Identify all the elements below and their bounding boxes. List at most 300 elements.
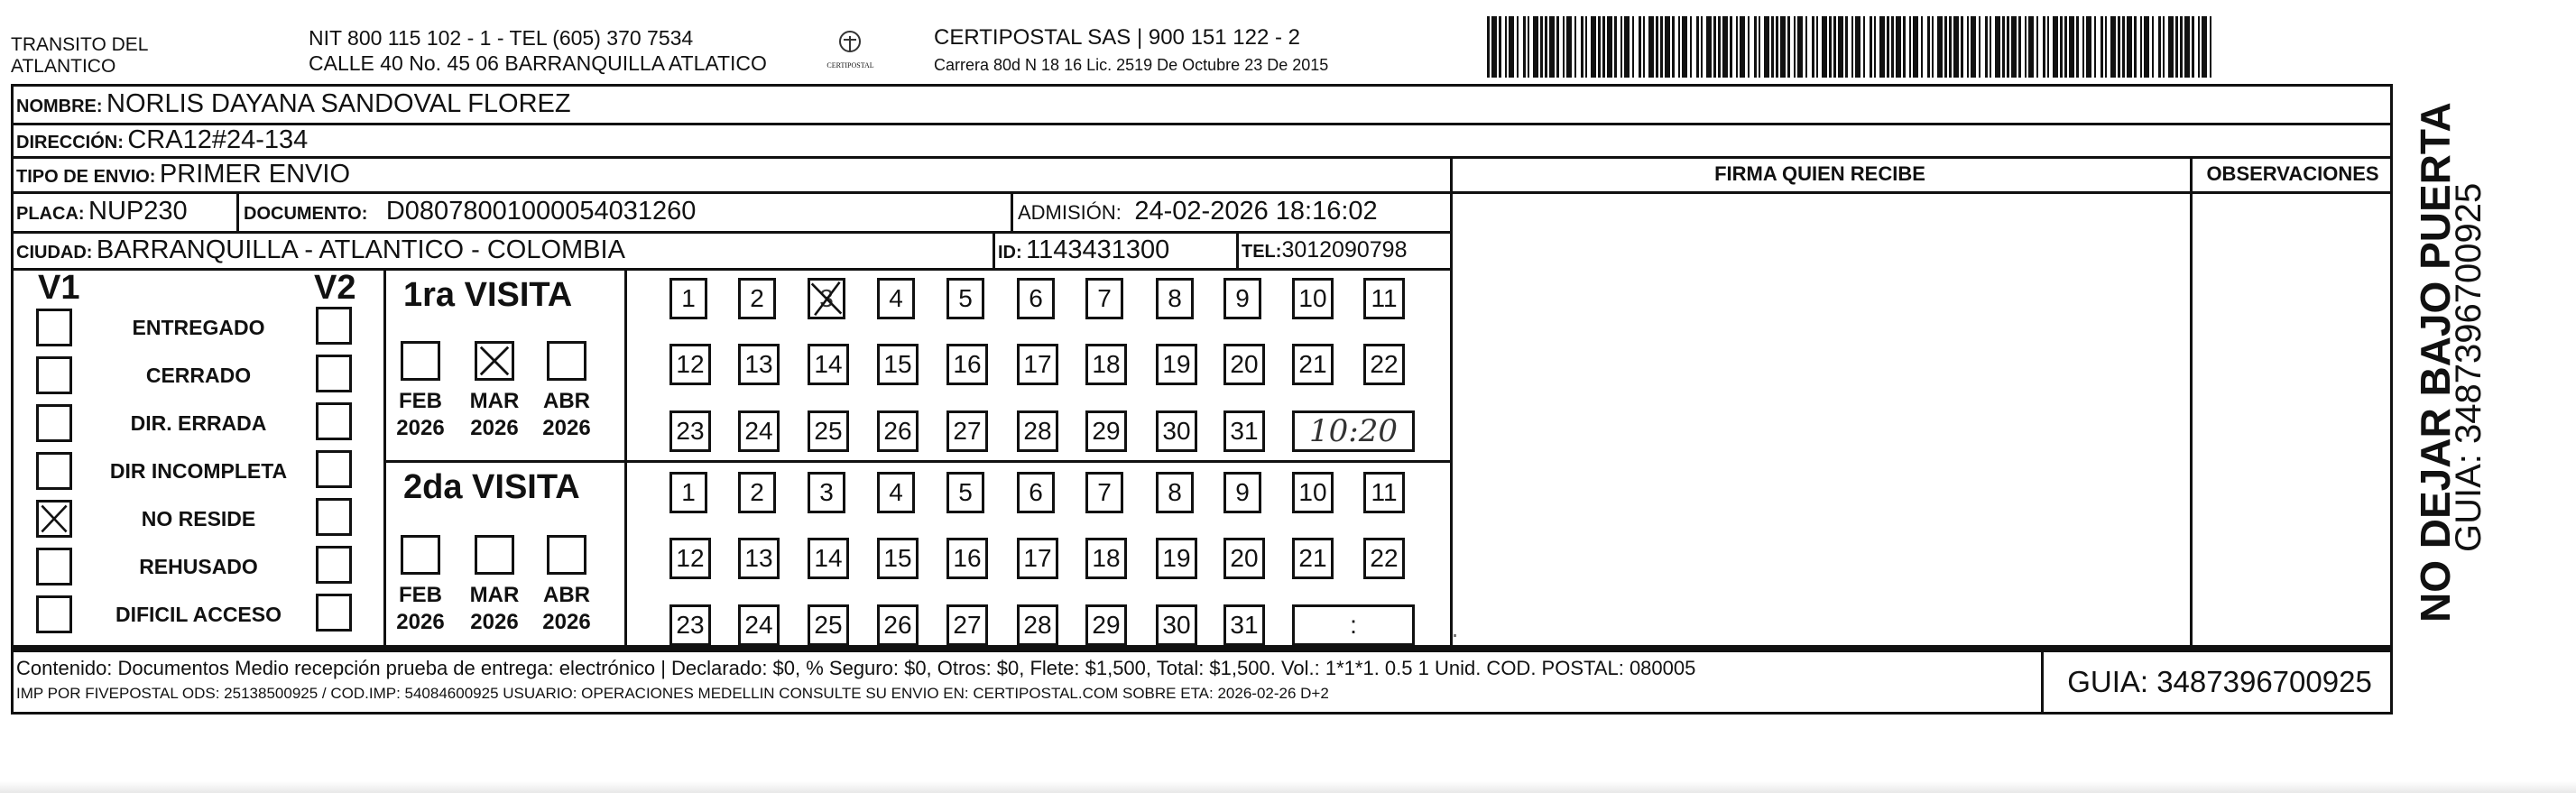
day-number: 7 — [1097, 478, 1112, 506]
visit1-day-19[interactable] — [1156, 344, 1197, 385]
stray-mark — [1454, 634, 1456, 637]
day-number: 16 — [953, 544, 982, 572]
visit2-day-29[interactable] — [1085, 604, 1127, 646]
day-number: 26 — [883, 417, 912, 445]
barcode-bar — [2122, 16, 2125, 78]
barcode-bar — [1967, 16, 1969, 78]
visit2-month-checkbox-mar[interactable] — [475, 535, 514, 575]
barcode-bar — [2028, 16, 2034, 78]
barcode-bar — [2105, 16, 2107, 78]
visit1-day-15[interactable] — [877, 344, 919, 385]
barcode-bar — [2036, 16, 2038, 78]
barcode-bar — [1927, 16, 1930, 78]
day-number: 15 — [883, 544, 912, 572]
day-number: 22 — [1370, 350, 1399, 378]
imp-line: IMP POR FIVEPOSTAL ODS: 25138500925 / COD.IMP: 54084600925 USUARIO: OPERACIONES MEDELLIN CONSULTE SU ENVIO EN: CERTIPOSTAL.COM SOBRE ETA: 2026-02-26 D+2 — [16, 685, 1329, 702]
barcode-bar — [2076, 16, 2079, 78]
visit1-day-16[interactable] — [946, 344, 988, 385]
barcode-bar — [1759, 16, 1760, 78]
divider — [236, 191, 239, 231]
barcode-bar — [2202, 16, 2207, 78]
id-cell — [998, 235, 1169, 265]
day-number: 24 — [744, 611, 773, 639]
ciudad-value: BARRANQUILLA - ATLANTICO - COLOMBIA — [96, 235, 625, 264]
visit1-day-7[interactable] — [1085, 278, 1123, 319]
placa-value: NUP230 — [88, 197, 188, 226]
barcode-bar — [2064, 16, 2067, 78]
company-info — [309, 27, 767, 74]
visit1-day-28[interactable] — [1017, 410, 1058, 452]
company-line2: ATLANTICO — [11, 56, 116, 77]
visit1-day-22[interactable] — [1363, 344, 1405, 385]
visit1-day-20[interactable] — [1223, 344, 1265, 385]
visit1-day-25[interactable] — [808, 410, 849, 452]
divider — [383, 268, 386, 650]
barcode-bar — [1566, 16, 1572, 78]
tipo-envio-label: TIPO DE ENVIO: — [16, 167, 156, 187]
visit2-day-6[interactable] — [1017, 472, 1055, 513]
day-number: 30 — [1162, 611, 1191, 639]
nombre-row — [16, 89, 571, 119]
visit2-day-1[interactable] — [669, 472, 707, 513]
day-number: 20 — [1230, 544, 1259, 572]
day-number: 13 — [744, 544, 773, 572]
barcode-bar — [1903, 16, 1906, 78]
status-label: DIR INCOMPLETA — [109, 459, 288, 483]
barcode — [1487, 16, 2220, 78]
status-label: DIR. ERRADA — [130, 411, 267, 435]
visit2-day-15[interactable] — [877, 538, 919, 579]
visit2-day-18[interactable] — [1085, 538, 1127, 579]
barcode-bar — [1776, 16, 1778, 78]
visit1-month-checkbox-mar[interactable] — [475, 341, 514, 381]
nombre-value: NORLIS DAYANA SANDOVAL FLOREZ — [106, 89, 571, 118]
day-number: 21 — [1298, 544, 1327, 572]
company-line1: TRANSITO DEL — [11, 34, 149, 55]
visit1-day-10[interactable] — [1292, 278, 1334, 319]
day-number: 6 — [1029, 478, 1043, 506]
month-year: 2026 — [542, 416, 591, 440]
barcode-bar — [1961, 16, 1963, 78]
v2-checkbox-entregado[interactable] — [316, 307, 352, 345]
barcode-bar — [2140, 16, 2142, 78]
barcode-bar — [2144, 16, 2149, 78]
divider — [11, 231, 1450, 234]
visit1-time-box[interactable] — [1292, 410, 1415, 452]
visit2-day-16[interactable] — [946, 538, 988, 579]
barcode-bar — [1863, 16, 1865, 78]
day-number: 2 — [750, 284, 764, 312]
license-line: Carrera 80d N 18 16 Lic. 2519 De Octubre 23 De 2015 — [934, 56, 1329, 74]
barcode-bar — [1851, 16, 1853, 78]
visit2-day-3[interactable] — [808, 472, 845, 513]
visit2-day-17[interactable] — [1017, 538, 1058, 579]
visit2-day-28[interactable] — [1017, 604, 1058, 646]
barcode-bar — [1748, 16, 1750, 78]
barcode-bar — [1660, 16, 1663, 78]
visit1-month-label — [389, 388, 452, 442]
barcode-bar — [2069, 16, 2074, 78]
month-name: MAR — [469, 583, 520, 607]
day-number: 21 — [1298, 350, 1327, 378]
barcode-bar — [1937, 16, 1943, 78]
visit2-day-27[interactable] — [946, 604, 988, 646]
day-number: 24 — [744, 417, 773, 445]
barcode-bar — [1870, 16, 1872, 78]
barcode-bar — [1678, 16, 1680, 78]
visit2-month-label — [463, 582, 526, 636]
nombre-label: NOMBRE: — [16, 97, 103, 116]
divider — [11, 156, 2393, 159]
visit2-day-9[interactable] — [1223, 472, 1261, 513]
visit2-day-2[interactable] — [738, 472, 776, 513]
day-number: 5 — [958, 478, 973, 506]
barcode-bar — [1690, 16, 1692, 78]
day-number: 22 — [1370, 544, 1399, 572]
month-name: MAR — [469, 389, 520, 413]
divider — [993, 231, 995, 268]
divider — [624, 268, 627, 650]
observaciones-label: OBSERVACIONES — [2206, 162, 2379, 185]
visit2-day-31[interactable] — [1223, 604, 1265, 646]
v2-checkbox-no-reside[interactable] — [316, 498, 352, 536]
barcode-bar — [1797, 16, 1803, 78]
divider — [1450, 156, 1453, 650]
day-number: 30 — [1162, 417, 1191, 445]
barcode-bar — [1855, 16, 1860, 78]
visit2-day-14[interactable] — [808, 538, 849, 579]
id-value: 1143431300 — [1026, 235, 1170, 264]
day-number: 9 — [1235, 478, 1250, 506]
barcode-bar — [1545, 16, 1547, 78]
divider — [1011, 191, 1013, 231]
day-number: 12 — [676, 544, 705, 572]
visit1-day-31[interactable] — [1223, 410, 1265, 452]
visit1-day-26[interactable] — [877, 410, 919, 452]
v1-checkbox-dir-incompleta[interactable] — [36, 452, 72, 490]
barcode-bar — [2002, 16, 2005, 78]
barcode-bar — [2101, 16, 2103, 78]
visit1-title: 1ra VISITA — [403, 276, 573, 314]
company-name — [11, 34, 148, 78]
v1-checkbox-no-reside[interactable] — [36, 500, 72, 538]
barcode-bar — [1971, 16, 1976, 78]
barcode-bar — [1701, 16, 1703, 78]
day-number: 25 — [814, 417, 843, 445]
status-label: ENTREGADO — [132, 316, 265, 339]
v2-checkbox-dir-incompleta[interactable] — [316, 450, 352, 488]
day-number: 29 — [1092, 417, 1121, 445]
barcode-bar — [1499, 16, 1501, 78]
day-number: 7 — [1097, 284, 1112, 312]
visit1-day-30[interactable] — [1156, 410, 1197, 452]
barcode-bar — [1598, 16, 1601, 78]
visit2-day-21[interactable] — [1292, 538, 1334, 579]
day-number: 12 — [676, 350, 705, 378]
v2-checkbox-rehusado[interactable] — [316, 546, 352, 584]
day-number: 14 — [814, 544, 843, 572]
no-dejar-warning: NO DEJAR BAJO PUERTA — [2412, 102, 2459, 622]
carrier-line: CERTIPOSTAL SAS | 900 151 122 - 2 — [934, 25, 1300, 50]
barcode-bar — [2127, 16, 2132, 78]
barcode-bar — [1602, 16, 1605, 78]
visit2-day-8[interactable] — [1156, 472, 1194, 513]
visit1-day-2[interactable] — [738, 278, 776, 319]
visit2-day-4[interactable] — [877, 472, 915, 513]
visit2-day-25[interactable] — [808, 604, 849, 646]
barcode-bar — [1672, 16, 1675, 78]
barcode-bar — [1833, 16, 1836, 78]
contenido-line: Contenido: Documentos Medio recepción prueba de entrega: electrónico | Declarado: $0, % Seguro: $0, Otros: $0, Flete: $1,500, Total: $1,500. Vol.: 1*1*1. 0.5 1 Unid. COD. POSTAL: 080005 — [16, 657, 1696, 679]
visit2-day-11[interactable] — [1363, 472, 1405, 513]
visit1-day-4[interactable] — [877, 278, 915, 319]
visit1-day-1[interactable] — [669, 278, 707, 319]
visit1-day-12[interactable] — [669, 344, 711, 385]
day-number: 19 — [1162, 350, 1191, 378]
month-year: 2026 — [470, 610, 519, 634]
barcode-bar — [1879, 16, 1885, 78]
day-number: 23 — [676, 611, 705, 639]
barcode-bar — [1643, 16, 1645, 78]
visit1-day-11[interactable] — [1363, 278, 1405, 319]
month-year: 2026 — [542, 610, 591, 634]
divider — [11, 268, 1450, 271]
tel-label: TEL: — [1242, 242, 1282, 262]
barcode-bar — [1706, 16, 1712, 78]
barcode-bar — [1517, 16, 1519, 78]
visit2-time-box[interactable] — [1292, 604, 1415, 646]
admision-cell — [1018, 197, 1378, 226]
status-label: DIFICIL ACCESO — [115, 603, 282, 626]
admision-value: 24-02-2026 18:16:02 — [1134, 197, 1378, 226]
documento-cell — [244, 197, 696, 226]
visit2-day-20[interactable] — [1223, 538, 1265, 579]
admision-label: ADMISIÓN: — [1018, 201, 1122, 224]
nit-line: NIT 800 115 102 - 1 - TEL (605) 370 7534 — [309, 26, 694, 50]
month-name: ABR — [543, 389, 590, 413]
visit2-month-label — [389, 582, 452, 636]
visit2-day-30[interactable] — [1156, 604, 1197, 646]
barcode-bar — [1754, 16, 1757, 78]
visit1-day-17[interactable] — [1017, 344, 1058, 385]
barcode-bar — [1822, 16, 1827, 78]
day-number: 29 — [1092, 611, 1121, 639]
day-number: 4 — [889, 284, 903, 312]
v2-label: V2 — [314, 269, 356, 307]
footer-frame — [11, 648, 2393, 715]
visit1-month-checkbox-feb[interactable] — [401, 341, 440, 381]
barcode-bar — [1624, 16, 1630, 78]
visit2-day-13[interactable] — [738, 538, 780, 579]
firma-header — [1450, 162, 2190, 186]
tel-cell — [1242, 237, 1407, 263]
barcode-bar — [1816, 16, 1818, 78]
day-number: 8 — [1168, 284, 1182, 312]
status-label: REHUSADO — [139, 555, 258, 578]
barcode-bar — [1780, 16, 1786, 78]
barcode-bar — [1722, 16, 1728, 78]
day-number: 19 — [1162, 544, 1191, 572]
barcode-bar — [1509, 16, 1514, 78]
documento-label: DOCUMENTO: — [244, 204, 368, 224]
visit1-day-27[interactable] — [946, 410, 988, 452]
visit1-day-13[interactable] — [738, 344, 780, 385]
barcode-bar — [1764, 16, 1769, 78]
direccion-row — [16, 125, 308, 155]
month-name: FEB — [399, 389, 442, 413]
day-number: 8 — [1168, 478, 1182, 506]
day-number: 18 — [1092, 350, 1121, 378]
barcode-bar — [1533, 16, 1538, 78]
barcode-bar — [1730, 16, 1732, 78]
day-number: 1 — [681, 478, 696, 506]
barcode-bar — [1953, 16, 1959, 78]
barcode-bar — [1487, 16, 1490, 78]
barcode-bar — [2180, 16, 2183, 78]
barcode-bar — [1771, 16, 1774, 78]
visit2-day-19[interactable] — [1156, 538, 1197, 579]
day-number: 28 — [1023, 611, 1052, 639]
barcode-bar — [1794, 16, 1796, 78]
barcode-bar — [2018, 16, 2021, 78]
barcode-bar — [1736, 16, 1738, 78]
barcode-bar — [1556, 16, 1559, 78]
id-label: ID: — [998, 243, 1022, 263]
barcode-bar — [1574, 16, 1576, 78]
visit1-day-18[interactable] — [1085, 344, 1127, 385]
barcode-bar — [1812, 16, 1814, 78]
tipo-envio-row — [16, 160, 350, 189]
barcode-bar — [2198, 16, 2200, 78]
day-number: 3 — [819, 284, 834, 312]
barcode-bar — [1909, 16, 1911, 78]
barcode-bar — [2094, 16, 2096, 78]
observaciones-header — [2193, 162, 2393, 186]
visit1-day-21[interactable] — [1292, 344, 1334, 385]
divider — [2190, 156, 2193, 650]
barcode-bar — [1614, 16, 1617, 78]
barcode-bar — [1591, 16, 1596, 78]
v1-checkbox-entregado[interactable] — [36, 309, 72, 346]
day-number: 9 — [1235, 284, 1250, 312]
direccion-value: CRA12#24-134 — [127, 125, 309, 154]
tipo-envio-value: PRIMER ENVIO — [159, 160, 351, 189]
month-name: ABR — [543, 583, 590, 607]
visit1-day-23[interactable] — [669, 410, 711, 452]
barcode-bar — [1696, 16, 1699, 78]
barcode-bar — [1491, 16, 1497, 78]
barcode-bar — [2047, 16, 2049, 78]
day-number: 20 — [1230, 350, 1259, 378]
status-label: NO RESIDE — [141, 507, 256, 530]
barcode-bar — [2158, 16, 2161, 78]
visit2-day-7[interactable] — [1085, 472, 1123, 513]
month-year: 2026 — [470, 416, 519, 440]
day-number: 10 — [1298, 284, 1327, 312]
barcode-bar — [1979, 16, 1980, 78]
barcode-bar — [1891, 16, 1894, 78]
visit2-day-23[interactable] — [669, 604, 711, 646]
visit1-day-3[interactable] — [808, 278, 845, 319]
visit1-month-checkbox-abr[interactable] — [547, 341, 586, 381]
visit2-month-checkbox-abr[interactable] — [547, 535, 586, 575]
visit1-day-8[interactable] — [1156, 278, 1194, 319]
v2-checkbox-dir-errada[interactable] — [316, 402, 352, 440]
visit2-day-26[interactable] — [877, 604, 919, 646]
v2-checkbox-cerrado[interactable] — [316, 355, 352, 392]
barcode-bar — [1896, 16, 1901, 78]
barcode-bar — [2210, 16, 2211, 78]
visit1-day-24[interactable] — [738, 410, 780, 452]
barcode-bar — [1607, 16, 1612, 78]
barcode-bar — [1523, 16, 1526, 78]
barcode-bar — [1845, 16, 1848, 78]
visit1-day-14[interactable] — [808, 344, 849, 385]
day-number: 14 — [814, 350, 843, 378]
barcode-bar — [1932, 16, 1934, 78]
barcode-bar — [1829, 16, 1832, 78]
visit2-day-24[interactable] — [738, 604, 780, 646]
barcode-bar — [2184, 16, 2190, 78]
barcode-bar — [1874, 16, 1876, 78]
v1-checkbox-dificil-acceso[interactable] — [36, 595, 72, 633]
visit2-day-10[interactable] — [1292, 472, 1334, 513]
day-number: 5 — [958, 284, 973, 312]
day-number: 27 — [953, 611, 982, 639]
v1-checkbox-cerrado[interactable] — [36, 356, 72, 394]
barcode-bar — [1949, 16, 1952, 78]
day-number: 6 — [1029, 284, 1043, 312]
day-number: 10 — [1298, 478, 1327, 506]
day-number: 4 — [889, 478, 903, 506]
visit2-title: 2da VISITA — [403, 468, 580, 506]
divider — [11, 123, 2393, 125]
barcode-bar — [2110, 16, 2116, 78]
guia-box: GUIA: 3487396700925 — [2041, 651, 2396, 713]
logo-text: CERTIPOSTAL — [826, 61, 874, 69]
visit1-day-5[interactable] — [946, 278, 984, 319]
visit1-day-9[interactable] — [1223, 278, 1261, 319]
barcode-bar — [1944, 16, 1947, 78]
visit2-month-checkbox-feb[interactable] — [401, 535, 440, 575]
barcode-bar — [1913, 16, 1918, 78]
barcode-bar — [1985, 16, 1988, 78]
side-guia: GUIA: 3487396700925 — [2449, 182, 2488, 552]
v1-checkbox-rehusado[interactable] — [36, 548, 72, 586]
v2-checkbox-dificil-acceso[interactable] — [316, 594, 352, 632]
day-number: 28 — [1023, 417, 1052, 445]
visit2-day-22[interactable] — [1363, 538, 1405, 579]
barcode-bar — [1787, 16, 1790, 78]
day-number: 16 — [953, 350, 982, 378]
visit2-day-5[interactable] — [946, 472, 984, 513]
visit1-day-29[interactable] — [1085, 410, 1127, 452]
day-number: 17 — [1023, 350, 1052, 378]
direccion-label: DIRECCIÓN: — [16, 133, 124, 152]
firma-label: FIRMA QUIEN RECIBE — [1714, 162, 1925, 185]
barcode-bar — [1665, 16, 1670, 78]
v1-checkbox-dir-errada[interactable] — [36, 404, 72, 442]
day-number: 18 — [1092, 544, 1121, 572]
barcode-bar — [1540, 16, 1543, 78]
month-year: 2026 — [396, 416, 445, 440]
barcode-bar — [1632, 16, 1634, 78]
month-year: 2026 — [396, 610, 445, 634]
visit1-day-6[interactable] — [1017, 278, 1055, 319]
barcode-bar — [1995, 16, 2000, 78]
divider — [383, 460, 1450, 463]
visit2-day-12[interactable] — [669, 538, 711, 579]
